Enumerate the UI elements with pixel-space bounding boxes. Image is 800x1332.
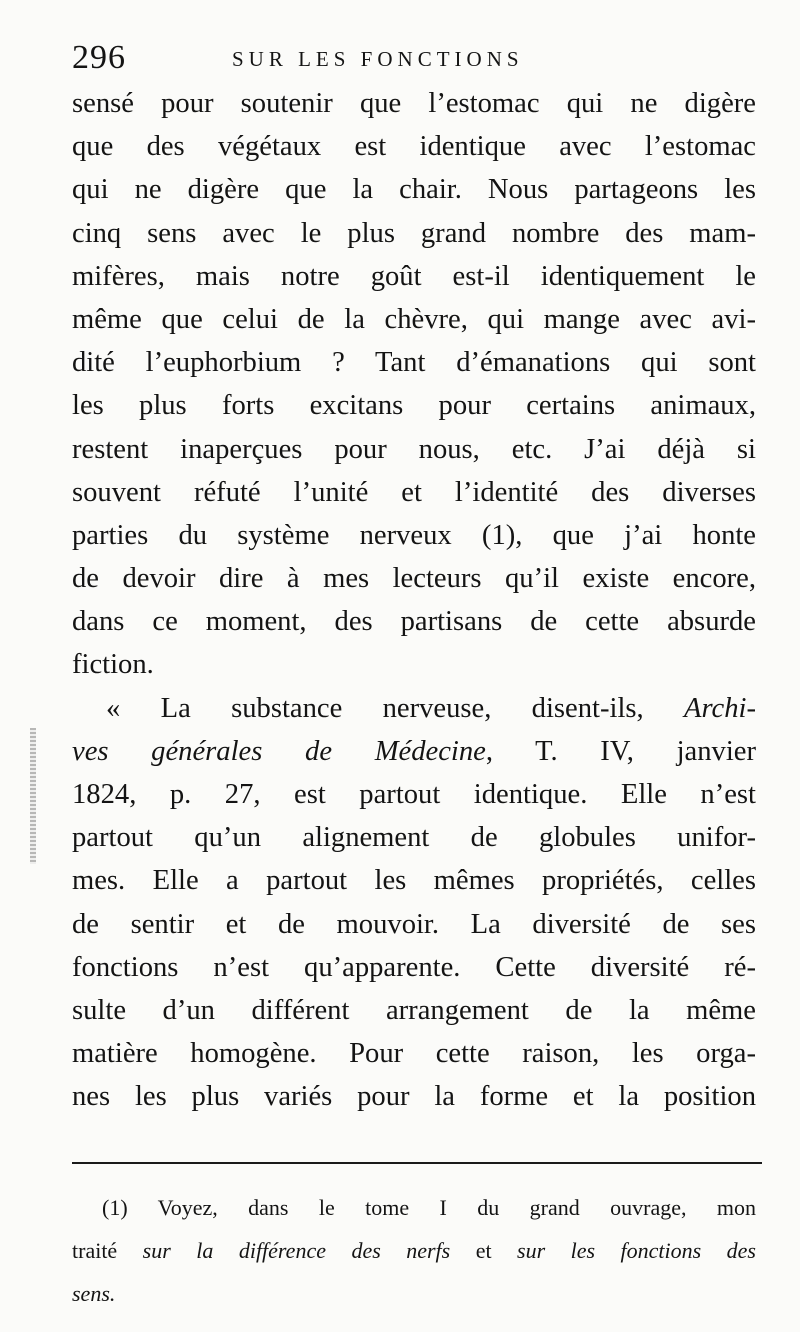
footnote-line: (1) Voyez, dans le tome I du grand ouvrage, mon — [102, 1195, 756, 1220]
paragraph-2-line-2 — [72, 730, 756, 773]
footnote-line — [72, 1233, 756, 1276]
body-line: cinq sens avec le plus grand nombre des mam- — [72, 217, 756, 249]
body-line: qui ne digère que la chair. Nous partageons les — [72, 174, 756, 206]
journal-title-part: Archi- — [684, 692, 756, 724]
body-line: même que celui de la chèvre, qui mange avec avi- — [72, 303, 756, 335]
body-line: que des végétaux est identique avec l’estomac — [72, 131, 756, 163]
footnote-title-italic: sens. — [72, 1281, 116, 1307]
footnote-line — [72, 1276, 756, 1319]
body-line: nes les plus variés pour la forme et la position — [72, 1081, 756, 1113]
body-line: souvent réfuté l’unité et l’identité des diverses — [72, 476, 756, 508]
body-line: mifères, mais notre goût est-il identiquement le — [72, 260, 756, 292]
margin-mark — [30, 728, 36, 864]
citation-text: , T. IV, janvier — [485, 735, 757, 767]
body-line: matière homogène. Pour cette raison, les orga- — [72, 1038, 756, 1070]
body-line: fiction. — [72, 649, 154, 681]
footnote-title-italic: sur les fonctions des — [517, 1238, 756, 1264]
footnote-text: traité — [72, 1238, 143, 1264]
body-line: partout qu’un alignement de globules unifor- — [72, 822, 756, 854]
body-line: sulte d’un différent arrangement de la même — [72, 994, 756, 1026]
body-line: restent inaperçues pour nous, etc. J’ai déjà si — [72, 433, 756, 465]
body-text — [72, 82, 756, 1119]
body-line: 1824, p. 27, est partout identique. Elle n’est — [72, 779, 756, 810]
body-line: de sentir et de mouvoir. La diversité de ses — [72, 908, 756, 940]
body-line: mes. Elle a partout les mêmes propriétés, celles — [72, 865, 756, 897]
running-head: SUR LES FONCTIONS — [232, 47, 524, 71]
footnote — [72, 1190, 756, 1320]
page-header — [72, 38, 762, 78]
page-number: 296 — [72, 39, 126, 76]
paragraph-2-line-1 — [72, 687, 756, 730]
footnote-text: et — [450, 1238, 518, 1264]
body-line: fonctions n’est qu’apparente. Cette diversité ré- — [72, 951, 756, 983]
body-line: dité l’euphorbium ? Tant d’émanations qui sont — [72, 347, 756, 379]
body-line: parties du système nerveux (1), que j’ai honte — [72, 519, 756, 551]
footnote-rule — [72, 1162, 762, 1164]
quote-text: « La substance nerveuse, disent-ils, — [106, 692, 684, 724]
body-line: sensé pour soutenir que l’estomac qui ne digère — [72, 88, 756, 119]
body-line: de devoir dire à mes lecteurs qu’il existe encore, — [72, 563, 756, 595]
footnote-title-italic: sur la différence des nerfs — [142, 1238, 451, 1264]
body-line: dans ce moment, des partisans de cette absurde — [72, 606, 756, 638]
body-line: les plus forts excitans pour certains animaux, — [72, 390, 756, 422]
journal-title-part: ves générales de Médecine — [72, 735, 486, 767]
